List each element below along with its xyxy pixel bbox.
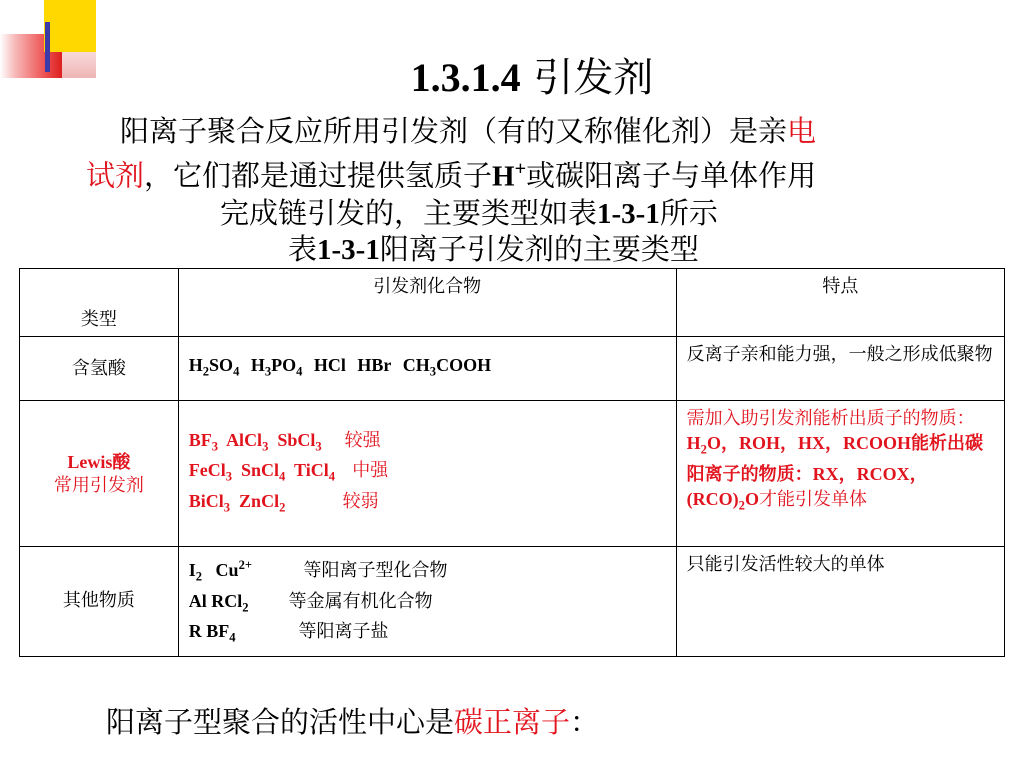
- intro-text: 所示: [659, 196, 718, 230]
- caption-prefix: 表: [288, 232, 318, 266]
- formula-hbr: HBr: [357, 355, 392, 376]
- type-cell: 含氢酸: [20, 337, 179, 401]
- header-compound: 引发剂化合物: [178, 269, 676, 337]
- formula-h2so4: $H_2SO_4$: [188, 355, 240, 379]
- header-feature: 特点: [676, 269, 1004, 337]
- caption-text: 阳离子引发剂的主要类型: [379, 232, 699, 266]
- table-row: [20, 337, 1005, 401]
- type-common-initiator: 常用引发剂: [53, 474, 144, 496]
- type-cell: [20, 401, 179, 547]
- intro-line-2: [86, 150, 816, 196]
- compound-line: BiCl$_3$ ZnCl$_2$ 较弱: [188, 490, 379, 515]
- conclusion-colon: ：: [570, 705, 600, 739]
- charge-superscript: +: [514, 158, 527, 180]
- formula-hcl: HCl: [313, 355, 346, 376]
- formula-h3po4: $H_3PO_4$: [250, 355, 303, 379]
- intro-text: 阳离子聚合反应所用引发剂（有的又称催化剂）是亲: [120, 114, 788, 148]
- table-header-row: [20, 269, 1005, 337]
- compound-line: $I_2$ $Cu^{2+}$ 等阳离子型化合物: [188, 558, 448, 584]
- formula-ch3cooh: $CH_3COOH$: [402, 355, 492, 379]
- intro-highlight: 电: [787, 114, 817, 148]
- compound-line: R $BF_4$ 等阳离子盐: [188, 621, 389, 645]
- intro-highlight: 试剂: [86, 158, 145, 193]
- feature-cell: 反离子亲和能力强，一般之形成低聚物: [676, 337, 1004, 401]
- compound-line: $BF_3$ AlCl$_3$ SbCl$_3$ 较强: [188, 429, 381, 454]
- compound-cell: [178, 337, 676, 401]
- conclusion-text: 阳离子型聚合的活性中心是: [106, 705, 455, 739]
- intro-text: 完成链引发的，主要类型如表: [220, 196, 598, 230]
- intro-line-3: [220, 194, 718, 233]
- table-row: [20, 547, 1005, 657]
- decorative-yellow-square: [44, 0, 96, 52]
- compound-line: FeCl$_3$ SnCl$_4$ TiCl$_4$ 中强: [188, 460, 389, 484]
- conclusion-line: [106, 703, 599, 741]
- section-number: 1.3.1.4: [410, 55, 521, 100]
- intro-line-1: [120, 112, 816, 150]
- table-caption: [288, 230, 699, 269]
- compound-line: Al RCl$_2$ 等金属有机化合物: [188, 590, 433, 615]
- initiator-types-table: [19, 268, 1005, 657]
- type-lewis-acid: Lewis酸: [67, 451, 131, 472]
- table-row: [20, 401, 1005, 547]
- intro-text: ，它们都是通过提供氢质子: [144, 158, 493, 193]
- caption-ref: 1-3-1: [317, 234, 380, 266]
- hydrogen-symbol: H: [492, 160, 515, 193]
- compound-cell: [178, 547, 676, 657]
- type-cell: 其他物质: [20, 547, 179, 657]
- conclusion-highlight: 碳正离子: [454, 705, 571, 739]
- header-type: 类型: [20, 269, 179, 337]
- table-reference: 1-3-1: [597, 198, 660, 230]
- feature-cell: 只能引发活性较大的单体: [676, 547, 1004, 657]
- page-title: [0, 52, 1024, 104]
- section-title: 引发剂: [533, 55, 654, 101]
- compound-cell: [178, 401, 676, 547]
- intro-text: 或碳阳离子与单体作用: [526, 158, 817, 193]
- feature-cell: 需加入助引发剂能析出质子的物质：$H_2O$，ROH，HX，RCOOH能析出碳阳离子的物质：RX，RCOX，$(RCO)_2O$才能引发单体: [676, 401, 1004, 547]
